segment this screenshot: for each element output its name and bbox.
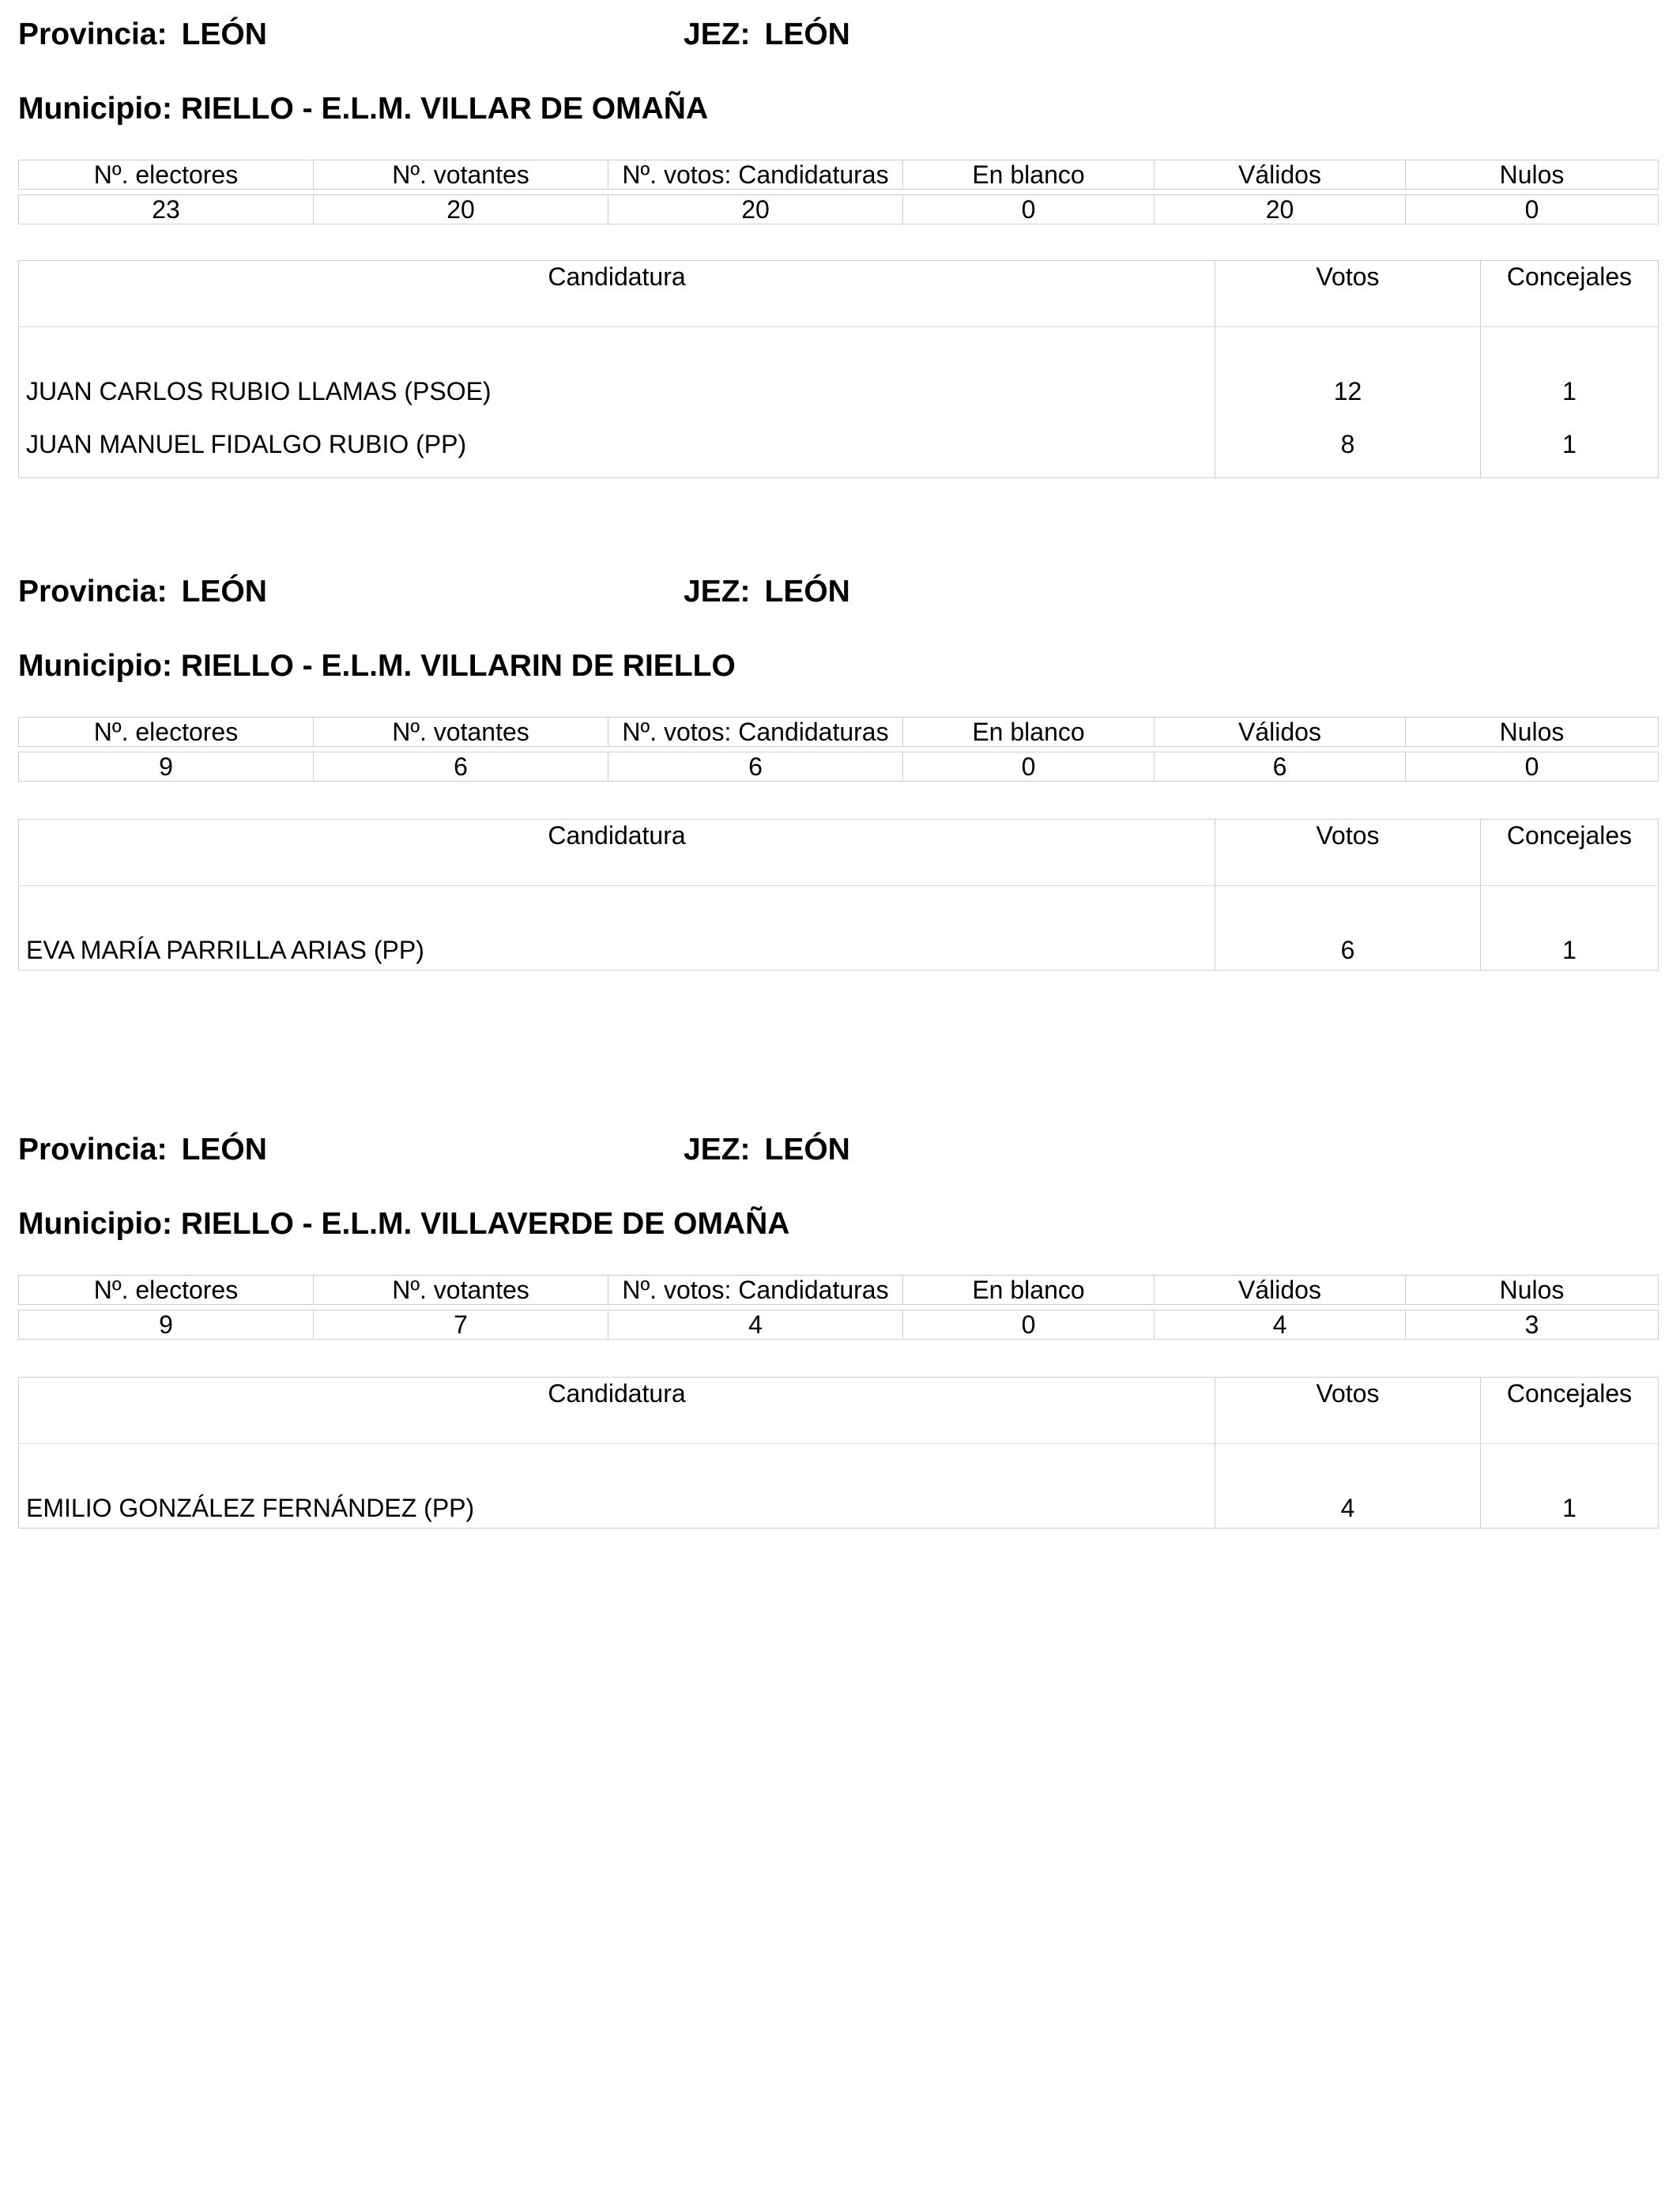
stats-gap-row bbox=[19, 1305, 1659, 1310]
stats-value-cell: 6 bbox=[1155, 752, 1406, 782]
stats-header-row bbox=[19, 718, 1659, 747]
votos-header: Votos bbox=[1215, 820, 1481, 886]
stats-table bbox=[18, 717, 1659, 782]
stats-header-cell: Válidos bbox=[1155, 1276, 1406, 1305]
candidate-row bbox=[19, 411, 1659, 478]
candidates-table bbox=[18, 1377, 1659, 1529]
stats-header-cell: En blanco bbox=[903, 160, 1155, 190]
candidate-name: EMILIO GONZÁLEZ FERNÁNDEZ (PP) bbox=[26, 1494, 475, 1522]
concejales-header: Concejales bbox=[1481, 1378, 1659, 1444]
municipio-line bbox=[18, 89, 708, 129]
stats-value-row bbox=[19, 752, 1659, 782]
stats-value-cell: 7 bbox=[314, 1310, 608, 1340]
municipio-value: RIELLO - E.L.M. VILLAVERDE DE OMAÑA bbox=[180, 1207, 790, 1241]
candidate-votos: 6 bbox=[1215, 886, 1481, 971]
municipio-label: Municipio: bbox=[18, 1207, 172, 1241]
stats-gap-row bbox=[19, 190, 1659, 195]
provincia-line bbox=[18, 572, 267, 612]
stats-value-cell: 23 bbox=[19, 195, 314, 224]
candidatura-header: Candidatura bbox=[19, 820, 1215, 886]
candidate-name: JUAN CARLOS RUBIO LLAMAS (PSOE) bbox=[26, 377, 492, 405]
municipio-value: RIELLO - E.L.M. VILLARIN DE RIELLO bbox=[180, 649, 736, 683]
stats-header-cell: Nulos bbox=[1406, 160, 1659, 190]
municipio-label: Municipio: bbox=[18, 92, 172, 126]
stats-value-cell: 20 bbox=[608, 195, 903, 224]
stats-value-cell: 20 bbox=[314, 195, 608, 224]
candidates-table bbox=[18, 260, 1659, 478]
stats-value-cell: 0 bbox=[1406, 195, 1659, 224]
candidate-votos: 12 bbox=[1215, 327, 1481, 412]
stats-header-cell: Nº. votos: Candidaturas bbox=[608, 718, 903, 747]
stats-value-cell: 0 bbox=[903, 1310, 1155, 1340]
municipality-section bbox=[18, 572, 1658, 967]
jez-label: JEZ: bbox=[684, 1133, 751, 1167]
stats-header-cell: Nº. votantes bbox=[314, 160, 608, 190]
jez-value: LEÓN bbox=[764, 17, 850, 51]
jez-line bbox=[684, 15, 850, 55]
stats-gap-row bbox=[19, 747, 1659, 752]
jez-label: JEZ: bbox=[684, 575, 751, 609]
stats-value-cell: 4 bbox=[1155, 1310, 1406, 1340]
municipio-line bbox=[18, 647, 736, 686]
candidates-header-row bbox=[19, 261, 1659, 327]
candidate-name: EVA MARÍA PARRILLA ARIAS (PP) bbox=[26, 936, 424, 964]
stats-header-cell: Nulos bbox=[1406, 718, 1659, 747]
candidate-votos: 4 bbox=[1215, 1444, 1481, 1529]
stats-table bbox=[18, 1275, 1659, 1340]
provincia-value: LEÓN bbox=[181, 1133, 267, 1167]
jez-value: LEÓN bbox=[764, 575, 850, 609]
candidate-concejales: 1 bbox=[1481, 411, 1659, 478]
stats-table bbox=[18, 160, 1659, 224]
stats-header-cell: Válidos bbox=[1155, 718, 1406, 747]
candidate-row bbox=[19, 1444, 1659, 1529]
candidates-table bbox=[18, 819, 1659, 971]
stats-header-cell: Nulos bbox=[1406, 1276, 1659, 1305]
jez-line bbox=[684, 1130, 850, 1170]
provincia-label: Provincia: bbox=[18, 17, 168, 51]
provincia-label: Provincia: bbox=[18, 575, 168, 609]
candidatura-header: Candidatura bbox=[19, 1378, 1215, 1444]
stats-value-cell: 0 bbox=[1406, 752, 1659, 782]
provincia-value: LEÓN bbox=[181, 575, 267, 609]
votos-header: Votos bbox=[1215, 261, 1481, 327]
candidate-concejales: 1 bbox=[1481, 886, 1659, 971]
stats-header-cell: En blanco bbox=[903, 1276, 1155, 1305]
votos-header: Votos bbox=[1215, 1378, 1481, 1444]
candidate-row bbox=[19, 327, 1659, 412]
provincia-label: Provincia: bbox=[18, 1133, 168, 1167]
municipio-line bbox=[18, 1204, 789, 1244]
candidate-concejales: 1 bbox=[1481, 1444, 1659, 1529]
stats-value-row bbox=[19, 1310, 1659, 1340]
stats-header-cell: Nº. electores bbox=[19, 718, 314, 747]
municipio-value: RIELLO - E.L.M. VILLAR DE OMAÑA bbox=[180, 92, 709, 126]
stats-value-row bbox=[19, 195, 1659, 224]
candidates-header-row bbox=[19, 1378, 1659, 1444]
candidate-concejales: 1 bbox=[1481, 327, 1659, 412]
stats-value-cell: 9 bbox=[19, 752, 314, 782]
jez-value: LEÓN bbox=[764, 1133, 850, 1167]
concejales-header: Concejales bbox=[1481, 820, 1659, 886]
stats-value-cell: 9 bbox=[19, 1310, 314, 1340]
stats-header-row bbox=[19, 1276, 1659, 1305]
stats-header-cell: Válidos bbox=[1155, 160, 1406, 190]
stats-value-cell: 3 bbox=[1406, 1310, 1659, 1340]
stats-value-cell: 6 bbox=[314, 752, 608, 782]
provincia-line bbox=[18, 15, 267, 55]
stats-header-row bbox=[19, 160, 1659, 190]
provincia-value: LEÓN bbox=[181, 17, 267, 51]
concejales-header: Concejales bbox=[1481, 261, 1659, 327]
municipality-section bbox=[18, 1130, 1658, 1525]
stats-header-cell: Nº. electores bbox=[19, 1276, 314, 1305]
provincia-line bbox=[18, 1130, 267, 1170]
candidate-name: JUAN MANUEL FIDALGO RUBIO (PP) bbox=[26, 429, 467, 458]
candidate-row bbox=[19, 886, 1659, 971]
stats-header-cell: Nº. electores bbox=[19, 160, 314, 190]
jez-label: JEZ: bbox=[684, 17, 751, 51]
stats-header-cell: Nº. votos: Candidaturas bbox=[608, 1276, 903, 1305]
stats-header-cell: Nº. votos: Candidaturas bbox=[608, 160, 903, 190]
stats-value-cell: 4 bbox=[608, 1310, 903, 1340]
stats-value-cell: 0 bbox=[903, 195, 1155, 224]
stats-header-cell: Nº. votantes bbox=[314, 1276, 608, 1305]
stats-value-cell: 20 bbox=[1155, 195, 1406, 224]
candidates-header-row bbox=[19, 820, 1659, 886]
municipality-section bbox=[18, 15, 1658, 466]
stats-header-cell: Nº. votantes bbox=[314, 718, 608, 747]
municipio-label: Municipio: bbox=[18, 649, 172, 683]
stats-header-cell: En blanco bbox=[903, 718, 1155, 747]
jez-line bbox=[684, 572, 850, 612]
candidate-votos: 8 bbox=[1215, 411, 1481, 478]
stats-value-cell: 6 bbox=[608, 752, 903, 782]
stats-value-cell: 0 bbox=[903, 752, 1155, 782]
candidatura-header: Candidatura bbox=[19, 261, 1215, 327]
